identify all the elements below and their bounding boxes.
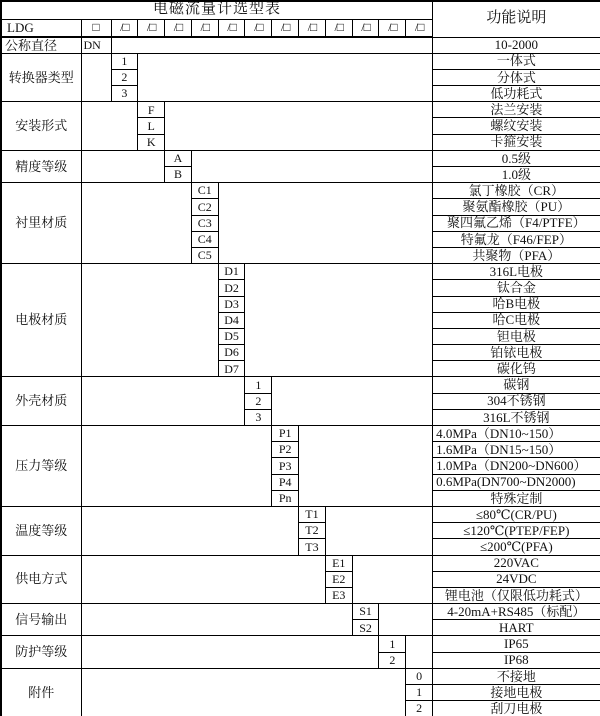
spacer [272,377,433,426]
spacer [81,264,218,377]
desc-cell: 接地电极 [433,685,600,701]
spacer [81,636,379,668]
code-slot-placeholder: /□ [245,19,272,37]
desc-cell: 聚氨酯橡胶（PU） [433,199,600,215]
desc-cell: IP68 [433,652,600,668]
desc-cell: 0.5级 [433,150,600,166]
desc-cell: 316L不锈钢 [433,409,600,425]
code-cell: S2 [352,620,379,636]
code-cell: 3 [111,86,138,102]
code-cell: P3 [272,458,299,474]
table-title: 电磁流量计选型表 [1,1,433,19]
spacer [81,377,245,426]
spacer [81,506,299,555]
code-cell: 2 [379,652,406,668]
code-cell: 2 [245,393,272,409]
desc-cell: 哈B电极 [433,296,600,312]
code-cell: 1 [245,377,272,393]
desc-cell: 1.0MPa（DN200~DN600） [433,458,600,474]
spacer [81,102,138,151]
spacer [299,426,433,507]
code-slot-placeholder: /□ [111,19,138,37]
spacer [81,426,272,507]
group-label-accessories: 附件 [1,668,81,716]
code-slot-placeholder: /□ [406,19,433,37]
code-cell: F [138,102,165,118]
code-slot-placeholder: /□ [272,19,299,37]
code-cell: Pn [272,490,299,506]
desc-cell: 低功耗式 [433,86,600,102]
desc-cell: 特氟龙（F46/FEP） [433,231,600,247]
model-code-prefix: LDG [1,19,81,37]
spacer [81,53,111,102]
code-cell: D5 [218,328,245,344]
code-cell: D1 [218,264,245,280]
desc-cell: 24VDC [433,571,600,587]
desc-cell: 锂电池（仅限低功耗式） [433,587,600,603]
desc-cell: 分体式 [433,69,600,85]
code-cell: D4 [218,312,245,328]
code-cell: E3 [325,587,352,603]
code-slot-placeholder: /□ [138,19,165,37]
group-label-installation-type: 安装形式 [1,102,81,151]
desc-cell: 钛合金 [433,280,600,296]
spacer [81,150,165,182]
desc-cell: IP65 [433,636,600,652]
group-label-converter-type: 转换器类型 [1,53,81,102]
code-slot-placeholder: /□ [191,19,218,37]
code-cell: C5 [191,247,218,263]
code-slot-placeholder: /□ [165,19,192,37]
spacer [191,150,432,182]
spacer [352,555,432,604]
group-label-lining-material: 衬里材质 [1,183,81,264]
code-box-placeholder: □ [81,19,111,37]
desc-cell: 不接地 [433,668,600,684]
desc-cell: 螺纹安装 [433,118,600,134]
code-cell: E1 [325,555,352,571]
code-slot-placeholder: /□ [218,19,245,37]
code-cell: 1 [111,53,138,69]
code-cell: C3 [191,215,218,231]
group-label-protection-rating: 防护等级 [1,636,81,668]
code-slot-placeholder: /□ [352,19,379,37]
code-cell: D6 [218,345,245,361]
group-label-accuracy-class: 精度等级 [1,150,81,182]
group-label-power-supply: 供电方式 [1,555,81,604]
desc-cell: 4-20mA+RS485（标配） [433,604,600,620]
desc-cell: 法兰安装 [433,102,600,118]
code-cell: S1 [352,604,379,620]
desc-cell: 哈C电极 [433,312,600,328]
desc-cell: 氯丁橡胶（CR） [433,183,600,199]
spacer [81,668,406,716]
group-label-temperature-rating: 温度等级 [1,506,81,555]
spacer [81,183,191,264]
code-cell: T3 [299,539,326,555]
spacer [379,604,433,636]
spacer [81,555,325,604]
desc-cell: 304不锈钢 [433,393,600,409]
spacer [138,53,433,102]
code-cell: P4 [272,474,299,490]
code-cell: 2 [406,701,433,716]
spacer [218,183,432,264]
code-cell: B [165,167,192,183]
desc-cell: 10-2000 [433,37,600,53]
code-cell: T2 [299,523,326,539]
code-cell: D3 [218,296,245,312]
code-cell: K [138,134,165,150]
spacer [245,264,433,377]
code-cell: DN [81,37,111,53]
desc-cell: 碳钢 [433,377,600,393]
code-cell: 0 [406,668,433,684]
code-cell: P2 [272,442,299,458]
code-cell: P1 [272,426,299,442]
code-cell: D2 [218,280,245,296]
code-slot-placeholder: /□ [299,19,326,37]
function-column-header: 功能说明 [433,1,600,37]
desc-cell: 0.6MPa(DN700~DN2000) [433,474,600,490]
desc-cell: 铂铱电极 [433,345,600,361]
desc-cell: 一体式 [433,53,600,69]
desc-cell: 220VAC [433,555,600,571]
spacer [111,37,433,53]
desc-cell: 1.6MPa（DN15~150） [433,442,600,458]
group-label-housing-material: 外壳材质 [1,377,81,426]
desc-cell: 刮刀电极 [433,701,600,716]
code-cell: C4 [191,231,218,247]
desc-cell: ≤120℃(PTEP/FEP) [433,523,600,539]
desc-cell: 特殊定制 [433,490,600,506]
code-cell: D7 [218,361,245,377]
group-label-pressure-rating: 压力等级 [1,426,81,507]
code-cell: 2 [111,69,138,85]
desc-cell: 1.0级 [433,167,600,183]
desc-cell: ≤200℃(PFA) [433,539,600,555]
desc-cell: ≤80℃(CR/PU) [433,506,600,522]
code-cell: E2 [325,571,352,587]
code-cell: L [138,118,165,134]
desc-cell: 316L电极 [433,264,600,280]
desc-cell: HART [433,620,600,636]
desc-cell: 4.0MPa（DN10~150） [433,426,600,442]
code-cell: A [165,150,192,166]
spacer [81,604,352,636]
spacer [325,506,432,555]
desc-cell: 卡箍安装 [433,134,600,150]
code-slot-placeholder: /□ [325,19,352,37]
code-slot-placeholder: /□ [379,19,406,37]
spacer [165,102,433,151]
desc-cell: 钽电极 [433,328,600,344]
code-cell: T1 [299,506,326,522]
code-cell: 3 [245,409,272,425]
code-cell: C1 [191,183,218,199]
spacer [406,636,433,668]
desc-cell: 聚四氟乙烯（F4/PTFE） [433,215,600,231]
group-label-signal-output: 信号输出 [1,604,81,636]
group-label-nominal-diameter: 公称直径 [1,37,81,53]
code-cell: 1 [406,685,433,701]
group-label-electrode-material: 电极材质 [1,264,81,377]
code-cell: 1 [379,636,406,652]
code-cell: C2 [191,199,218,215]
desc-cell: 碳化钨 [433,361,600,377]
desc-cell: 共聚物（PFA） [433,247,600,263]
